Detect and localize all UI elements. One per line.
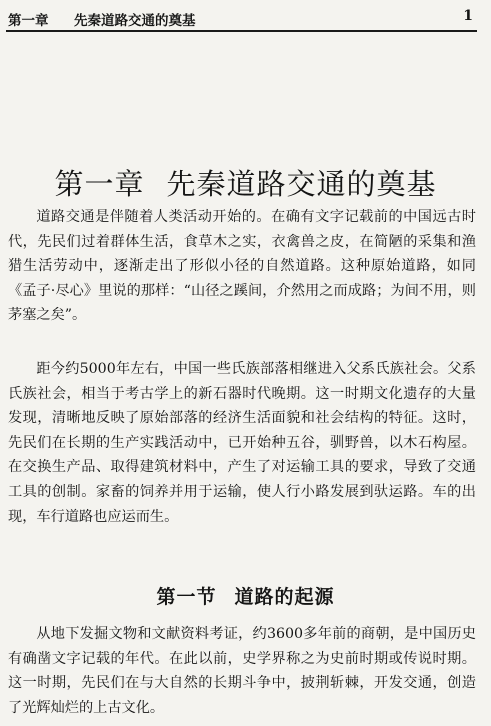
section-label: 第一节 [156, 585, 217, 608]
body-paragraph: 距今约5000年左右，中国一些氏族部落相继进入父系氏族社会。父系氏族社会，相当于考古学上的新石器时代晚期。这一时期文化遗存的大量发现，清晰地反映了原始部落的经济生活面貌和社会结构的特征。这时，先民们在长期的生产实践活动中，已开始种五谷，驯野兽，以木石构屋。在交换生产品、取得建筑材料中，产生了对运输工具的要求，导致了交通工具的创制。家畜的饲养并用于运输，使人行小路发展到驮运路。车的出现，车行道路也应运而生。 [8, 361, 476, 525]
body-paragraph: 从地下发掘文物和文献资料考证，约3600多年前的商朝，是中国历史有确凿文字记载的年代。在此以前，史学界称之为史前时期或传说时期。这一时期，先民们在与大自然的长期斗争中，披荆斩棘，开发交通，创造了光辉灿烂的上古文化。 [8, 626, 476, 716]
running-header [8, 4, 473, 30]
chapter-label: 第一章 [54, 167, 145, 202]
header-divider [6, 30, 477, 32]
header-chapter-title: 先秦道路交通的奠基 [74, 13, 196, 29]
page-number: 1 [463, 8, 473, 24]
section-name: 道路的起源 [234, 585, 335, 608]
chapter-title [0, 162, 491, 203]
header-chapter-label: 第一章 [8, 13, 49, 29]
chapter-name: 先秦道路交通的奠基 [166, 167, 437, 202]
body-paragraph: 道路交通是伴随着人类活动开始的。在确有文字记载前的中国远古时代，先民们过着群体生活，食草木之实，衣禽兽之皮，在简陋的采集和渔猎生活劳动中，逐渐走出了形似小径的自然道路。这种原始道路，如同《孟子·尽心》里说的那样：“山径之蹊间，介然用之而成路；为间不用，则茅塞之矣”。 [8, 209, 476, 324]
section-title [0, 582, 491, 609]
